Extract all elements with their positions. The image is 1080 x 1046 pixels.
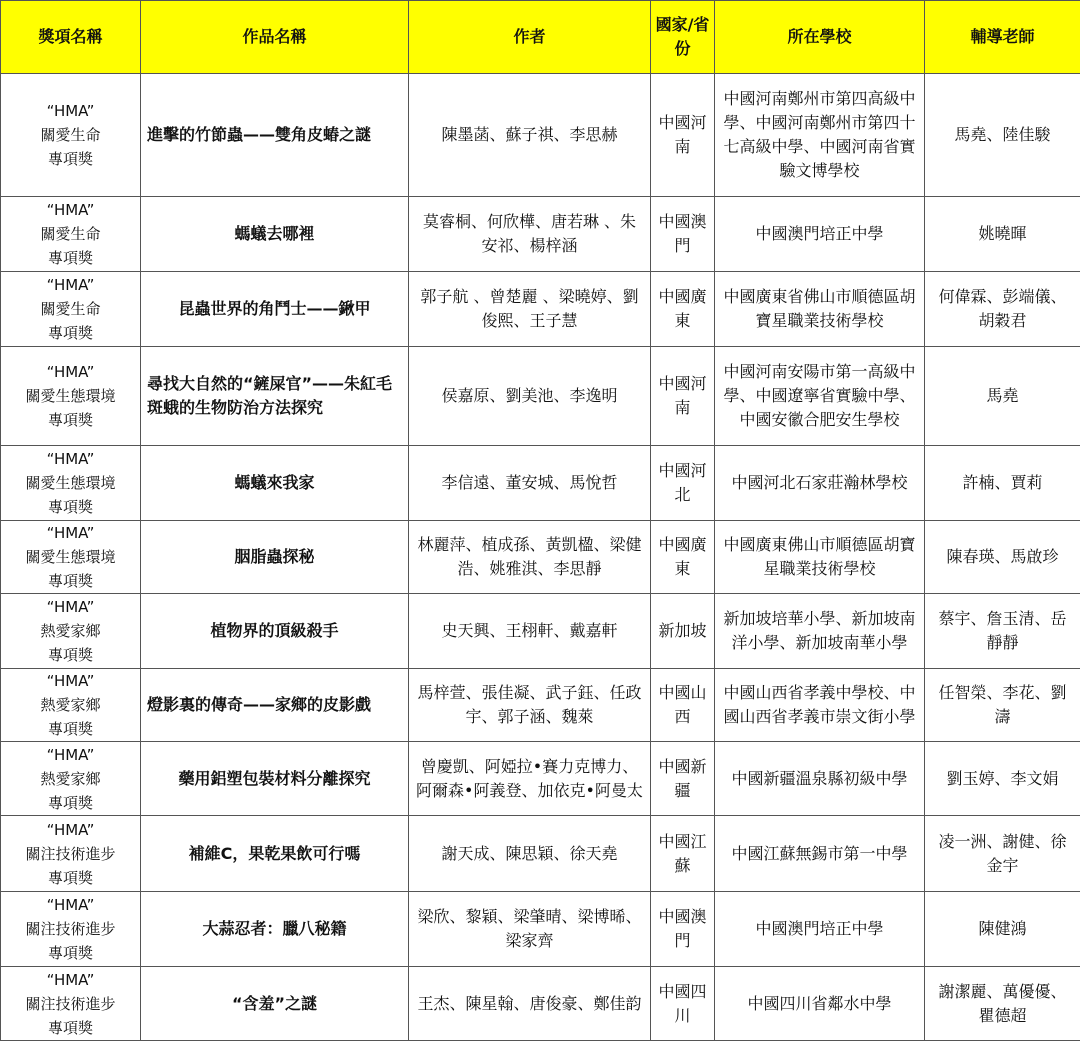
- award-name-line: “HMA”: [46, 896, 95, 914]
- region-cell: 中國江蘇: [651, 816, 715, 892]
- teachers-cell: 馬堯、陸佳駿: [925, 74, 1080, 197]
- teachers-cell: 馬堯: [925, 347, 1080, 446]
- award-name-line: “HMA”: [46, 745, 95, 764]
- authors-cell: 謝天成、陳思穎、徐天堯: [409, 816, 651, 892]
- award-name-line: “HMA”: [46, 450, 95, 468]
- table-row: [1, 967, 1080, 1041]
- award-name-line: 熱愛家鄉: [40, 622, 101, 640]
- table-row: [1, 594, 1080, 669]
- award-name-cell: [1, 197, 141, 272]
- award-name-cell: [1, 669, 141, 742]
- award-name-line: “HMA”: [46, 820, 95, 839]
- award-name-cell: [1, 446, 141, 521]
- award-name-line: 關愛生態環境: [25, 387, 116, 405]
- table-body: [1, 74, 1080, 1041]
- teachers-cell: 何偉霖、彭端儀、胡穀君: [925, 272, 1080, 347]
- award-name-line: 專項獎: [47, 150, 93, 168]
- award-name-cell: [1, 816, 141, 892]
- award-name-line: 關愛生命: [40, 225, 101, 243]
- award-name-line: 專項獎: [47, 868, 93, 887]
- school-cell: 新加坡培華小學、新加坡南洋小學、新加坡南華小學: [715, 594, 925, 669]
- region-cell: 中國河南: [651, 74, 715, 197]
- region-cell: 中國河南: [651, 347, 715, 446]
- table-row: [1, 74, 1080, 197]
- authors-cell: 郭子航 、曾楚麗 、梁曉婷、劉俊熙、王子慧: [409, 272, 651, 347]
- authors-cell: 林麗萍、植成孫、黃凱楹、梁健浩、姚雅淇、李思靜: [409, 521, 651, 594]
- school-cell: 中國澳門培正中學: [715, 892, 925, 967]
- teachers-cell: 凌一洲、謝健、徐金宇: [925, 816, 1080, 892]
- authors-cell: 侯嘉原、劉美池、李逸明: [409, 347, 651, 446]
- header-region: 國家/省份: [651, 1, 715, 74]
- school-cell: 中國廣東佛山市順德區胡寶星職業技術學校: [715, 521, 925, 594]
- award-name-cell: [1, 892, 141, 967]
- table-row: [1, 892, 1080, 967]
- region-cell: 中國廣東: [651, 272, 715, 347]
- school-cell: 中國河北石家莊瀚林學校: [715, 446, 925, 521]
- school-cell: 中國河南鄭州市第四高級中學、中國河南鄭州市第四十七高級中學、中國河南省實驗文博學校: [715, 74, 925, 197]
- table-row: [1, 742, 1080, 816]
- table-row: [1, 197, 1080, 272]
- work-title-cell: 進擊的竹節蟲——雙角皮蝽之謎: [141, 74, 409, 197]
- award-name-line: 專項獎: [47, 572, 93, 590]
- award-name-cell: [1, 347, 141, 446]
- header-school: 所在學校: [715, 1, 925, 74]
- teachers-cell: 陳健鴻: [925, 892, 1080, 967]
- work-title-cell: 尋找大自然的“鏟屎官”——朱紅毛斑蛾的生物防治方法探究: [141, 347, 409, 446]
- award-name-line: 專項獎: [47, 944, 93, 962]
- table-row: [1, 669, 1080, 742]
- award-name-cell: [1, 74, 141, 197]
- award-name-line: “HMA”: [46, 201, 95, 219]
- award-name-cell: [1, 967, 141, 1041]
- school-cell: 中國山西省孝義中學校、中國山西省孝義市崇文街小學: [715, 669, 925, 742]
- award-name-line: 專項獎: [47, 793, 93, 812]
- authors-cell: 莫睿桐、何欣樺、唐若琳 、朱安祁、楊梓涵: [409, 197, 651, 272]
- award-name-line: 關愛生命: [40, 126, 101, 144]
- award-name-cell: [1, 742, 141, 816]
- work-title-cell: 昆蟲世界的角鬥士——鍬甲: [141, 272, 409, 347]
- table-row: [1, 347, 1080, 446]
- header-award-name: 獎項名稱: [1, 1, 141, 74]
- award-name-line: 專項獎: [47, 324, 93, 342]
- authors-cell: 馬梓萱、張佳凝、武子鈺、任政宇、郭子涵、魏萊: [409, 669, 651, 742]
- region-cell: 中國澳門: [651, 197, 715, 272]
- award-name-line: 專項獎: [47, 646, 93, 664]
- work-title-cell: 藥用鋁塑包裝材料分離探究: [141, 742, 409, 816]
- award-name-line: “HMA”: [46, 672, 95, 690]
- authors-cell: 史天興、王栩軒、戴嘉軒: [409, 594, 651, 669]
- award-name-line: 專項獎: [47, 249, 93, 267]
- work-title-cell: 補維C，果乾果飲可行嗎: [141, 816, 409, 892]
- work-title-cell: “含羞”之謎: [141, 967, 409, 1041]
- region-cell: 中國河北: [651, 446, 715, 521]
- teachers-cell: 許楠、賈莉: [925, 446, 1080, 521]
- authors-cell: 曾慶凱、阿婭拉•賽力克博力、阿爾森•阿義登、加依克•阿曼太: [409, 742, 651, 816]
- work-title-cell: 螞蟻來我家: [141, 446, 409, 521]
- header-authors: 作者: [409, 1, 651, 74]
- region-cell: 中國澳門: [651, 892, 715, 967]
- region-cell: 中國新疆: [651, 742, 715, 816]
- table-row: [1, 521, 1080, 594]
- award-name-line: 關注技術進步: [25, 844, 116, 863]
- award-name-line: “HMA”: [46, 524, 95, 542]
- school-cell: 中國四川省鄰水中學: [715, 967, 925, 1041]
- header-row: [1, 1, 1080, 74]
- award-name-line: 專項獎: [47, 411, 93, 429]
- school-cell: 中國河南安陽市第一高級中學、中國遼寧省實驗中學、中國安徽合肥安生學校: [715, 347, 925, 446]
- authors-cell: 陳墨菡、蘇子祺、李思赫: [409, 74, 651, 197]
- table-header: [1, 1, 1080, 74]
- award-name-line: 熱愛家鄉: [40, 769, 101, 788]
- header-teachers: 輔導老師: [925, 1, 1080, 74]
- teachers-cell: 姚曉暉: [925, 197, 1080, 272]
- award-name-line: 熱愛家鄉: [40, 696, 101, 714]
- teachers-cell: 陳春瑛、馬啟珍: [925, 521, 1080, 594]
- work-title-cell: 燈影裏的傳奇——家鄉的皮影戲: [141, 669, 409, 742]
- school-cell: 中國廣東省佛山市順德區胡寶星職業技術學校: [715, 272, 925, 347]
- work-title-cell: 胭脂蟲探秘: [141, 521, 409, 594]
- teachers-cell: 任智榮、李花、劉濤: [925, 669, 1080, 742]
- award-name-line: 專項獎: [47, 498, 93, 516]
- award-name-cell: [1, 594, 141, 669]
- region-cell: 中國廣東: [651, 521, 715, 594]
- award-name-cell: [1, 521, 141, 594]
- header-work-title: 作品名稱: [141, 1, 409, 74]
- award-name-line: 關愛生命: [40, 300, 101, 318]
- teachers-cell: 劉玉婷、李文娟: [925, 742, 1080, 816]
- award-name-line: 專項獎: [47, 1018, 93, 1037]
- table-row: [1, 816, 1080, 892]
- work-title-cell: 植物界的頂級殺手: [141, 594, 409, 669]
- authors-cell: 李信遠、董安城、馬悅哲: [409, 446, 651, 521]
- teachers-cell: 謝潔麗、萬優優、瞿德超: [925, 967, 1080, 1041]
- work-title-cell: 大蒜忍者：臘八秘籍: [141, 892, 409, 967]
- region-cell: 中國四川: [651, 967, 715, 1041]
- school-cell: 中國江蘇無錫市第一中學: [715, 816, 925, 892]
- region-cell: 新加坡: [651, 594, 715, 669]
- award-name-line: “HMA”: [46, 102, 95, 120]
- authors-cell: 梁欣、黎穎、梁肇晴、梁博晞、梁家齊: [409, 892, 651, 967]
- award-name-line: “HMA”: [46, 363, 95, 381]
- award-name-line: 關愛生態環境: [25, 474, 116, 492]
- school-cell: 中國澳門培正中學: [715, 197, 925, 272]
- table-row: [1, 272, 1080, 347]
- award-name-line: 專項獎: [47, 720, 93, 738]
- authors-cell: 王杰、陳星翰、唐俊豪、鄭佳韵: [409, 967, 651, 1041]
- award-name-line: 關愛生態環境: [25, 548, 116, 566]
- region-cell: 中國山西: [651, 669, 715, 742]
- award-name-line: 關注技術進步: [25, 994, 116, 1013]
- award-name-line: “HMA”: [46, 970, 95, 989]
- work-title-cell: 螞蟻去哪裡: [141, 197, 409, 272]
- award-name-line: 關注技術進步: [25, 920, 116, 938]
- school-cell: 中國新疆溫泉縣初級中學: [715, 742, 925, 816]
- award-name-cell: [1, 272, 141, 347]
- award-name-line: “HMA”: [46, 276, 95, 294]
- award-name-line: “HMA”: [46, 598, 95, 616]
- teachers-cell: 蔡宇、詹玉清、岳靜靜: [925, 594, 1080, 669]
- table-row: [1, 446, 1080, 521]
